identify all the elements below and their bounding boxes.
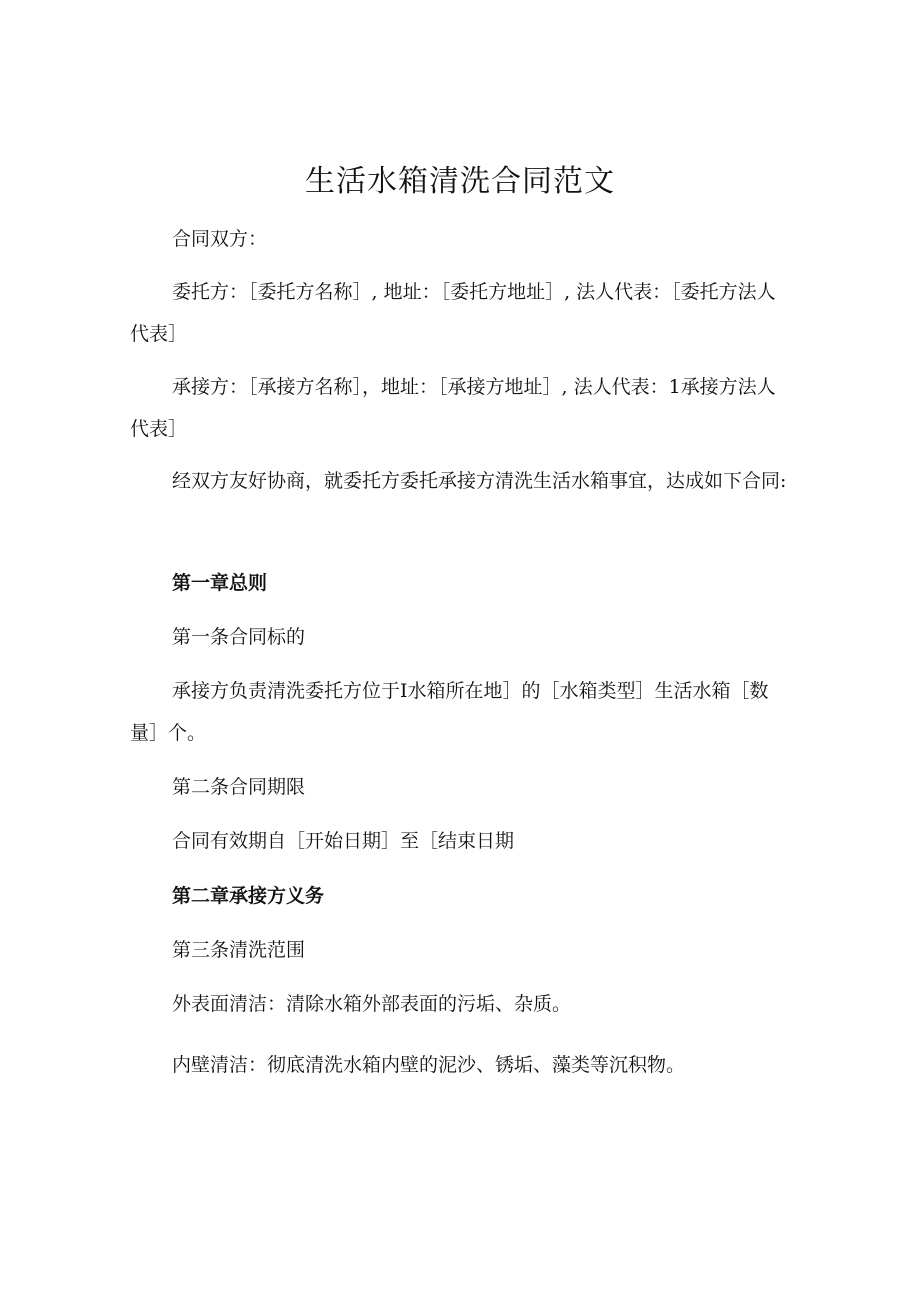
- chapter-2-heading: 第二章承接方义务: [172, 885, 325, 907]
- article-1-body: 承接方负责清洗委托方位于I水箱所在地］的［水箱类型］生活水箱［数量］个。: [130, 680, 769, 744]
- scope-exterior: 外表面清洁：清除水箱外部表面的污垢、杂质。: [172, 993, 572, 1015]
- chapter-1-heading: 第一章总则: [172, 572, 268, 594]
- contractor-paragraph: 承接方：［承接方名称］，地址：［承接方地址］, 法人代表：1承接方法人代表］: [130, 376, 776, 440]
- article-2-body: 合同有效期自［开始日期］至［结束日期: [172, 830, 515, 852]
- intro-paragraph: 经双方友好协商，就委托方委托承接方清洗生活水箱事宜，达成如下合同:: [172, 470, 787, 492]
- client-paragraph: 委托方：［委托方名称］, 地址：［委托方地址］, 法人代表：［委托方法人代表］: [130, 281, 776, 345]
- scope-interior: 内壁清洁：彻底清洗水箱内壁的泥沙、锈垢、藻类等沉积物。: [172, 1054, 686, 1076]
- article-3-title: 第三条清洗范围: [172, 939, 306, 961]
- article-1-title: 第一条合同标的: [172, 626, 306, 648]
- parties-heading: 合同双方：: [172, 228, 268, 250]
- document-title: 生活水箱清洗合同范文: [305, 164, 615, 199]
- article-2-title: 第二条合同期限: [172, 776, 306, 798]
